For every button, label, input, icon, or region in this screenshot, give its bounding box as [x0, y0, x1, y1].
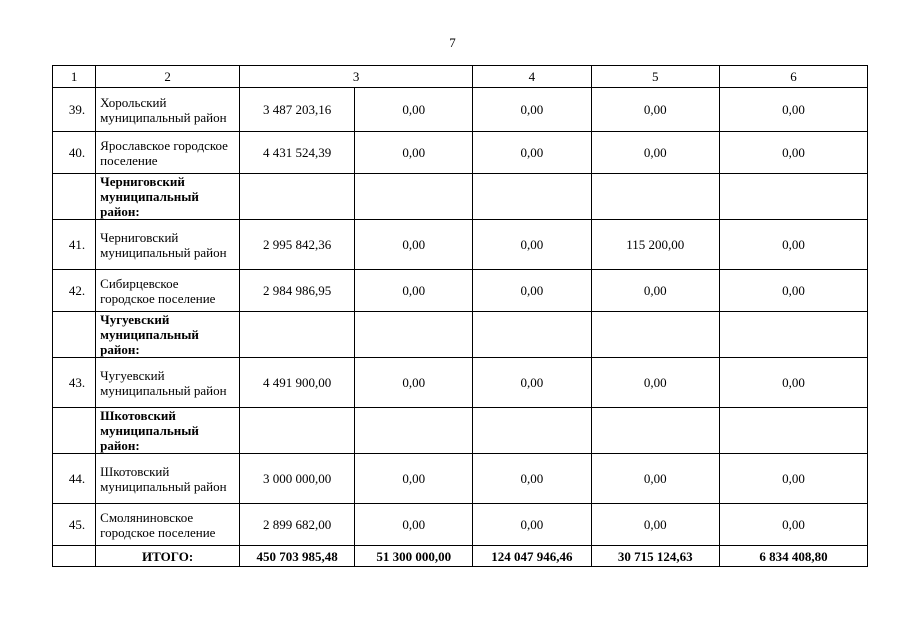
- value-cell-6: 0,00: [719, 454, 867, 504]
- value-cell-6: 0,00: [719, 132, 867, 174]
- section-name-cell: Черниговский муниципальный район:: [96, 174, 240, 220]
- value-cell-4: 0,00: [473, 270, 591, 312]
- row-number-cell: [53, 312, 96, 358]
- value-cell-6: 0,00: [719, 270, 867, 312]
- section-row: [53, 174, 868, 220]
- value-cell-4: 0,00: [473, 132, 591, 174]
- header-cell-5: 5: [591, 66, 719, 88]
- total-value-5: 30 715 124,63: [591, 546, 719, 567]
- value-cell-3b: 0,00: [355, 358, 473, 408]
- value-cell-3a: 4 491 900,00: [240, 358, 355, 408]
- municipality-name-cell: Хорольский муниципальный район: [96, 88, 240, 132]
- table-row: [53, 220, 868, 270]
- value-cell-4: 0,00: [473, 454, 591, 504]
- municipality-name-cell: Ярославское городское поселение: [96, 132, 240, 174]
- municipality-name-cell: Черниговский муниципальный район: [96, 220, 240, 270]
- value-cell-5: 0,00: [591, 88, 719, 132]
- empty-cell: [473, 174, 591, 220]
- header-cell-6: 6: [719, 66, 867, 88]
- value-cell-5: 0,00: [591, 454, 719, 504]
- table-row: [53, 454, 868, 504]
- total-value-3a: 450 703 985,48: [240, 546, 355, 567]
- value-cell-5: 0,00: [591, 358, 719, 408]
- value-cell-6: 0,00: [719, 88, 867, 132]
- header-cell-4: 4: [473, 66, 591, 88]
- empty-cell: [591, 174, 719, 220]
- row-number-cell: 42.: [53, 270, 96, 312]
- total-row: [53, 546, 868, 567]
- value-cell-3a: 2 984 986,95: [240, 270, 355, 312]
- municipality-name-cell: Сибирцевское городское поселение: [96, 270, 240, 312]
- empty-cell: [719, 174, 867, 220]
- value-cell-3a: 3 000 000,00: [240, 454, 355, 504]
- header-row: [53, 66, 868, 88]
- empty-cell: [240, 408, 355, 454]
- empty-cell: [473, 312, 591, 358]
- empty-cell: [355, 174, 473, 220]
- empty-cell: [240, 174, 355, 220]
- value-cell-3b: 0,00: [355, 220, 473, 270]
- section-name-cell: Чугуевский муниципальный район:: [96, 312, 240, 358]
- empty-cell: [473, 408, 591, 454]
- table-row: [53, 270, 868, 312]
- value-cell-5: 115 200,00: [591, 220, 719, 270]
- value-cell-4: 0,00: [473, 220, 591, 270]
- value-cell-3b: 0,00: [355, 88, 473, 132]
- total-label-cell: ИТОГО:: [96, 546, 240, 567]
- row-number-cell: [53, 408, 96, 454]
- row-number-cell: 40.: [53, 132, 96, 174]
- empty-cell: [355, 408, 473, 454]
- value-cell-5: 0,00: [591, 270, 719, 312]
- row-number-cell: 44.: [53, 454, 96, 504]
- table-row: [53, 358, 868, 408]
- row-number-cell: 45.: [53, 504, 96, 546]
- table-row: [53, 504, 868, 546]
- value-cell-6: 0,00: [719, 358, 867, 408]
- table-row: [53, 88, 868, 132]
- row-number-cell: [53, 174, 96, 220]
- municipality-name-cell: Шкотовский муниципальный район: [96, 454, 240, 504]
- budget-table: [52, 65, 868, 567]
- empty-cell: [240, 312, 355, 358]
- municipality-name-cell: Чугуевский муниципальный район: [96, 358, 240, 408]
- section-name-cell: Шкотовский муниципальный район:: [96, 408, 240, 454]
- row-number-cell: 41.: [53, 220, 96, 270]
- table-body: [53, 66, 868, 567]
- value-cell-3a: 4 431 524,39: [240, 132, 355, 174]
- value-cell-4: 0,00: [473, 504, 591, 546]
- value-cell-5: 0,00: [591, 504, 719, 546]
- value-cell-3b: 0,00: [355, 454, 473, 504]
- value-cell-3a: 3 487 203,16: [240, 88, 355, 132]
- section-row: [53, 312, 868, 358]
- empty-cell: [591, 312, 719, 358]
- value-cell-3b: 0,00: [355, 132, 473, 174]
- municipality-name-cell: Смоляниновское городское поселение: [96, 504, 240, 546]
- empty-cell: [719, 408, 867, 454]
- value-cell-4: 0,00: [473, 88, 591, 132]
- header-cell-3: 3: [240, 66, 473, 88]
- value-cell-6: 0,00: [719, 220, 867, 270]
- total-value-3b: 51 300 000,00: [355, 546, 473, 567]
- empty-cell: [355, 312, 473, 358]
- total-value-4: 124 047 946,46: [473, 546, 591, 567]
- value-cell-6: 0,00: [719, 504, 867, 546]
- value-cell-5: 0,00: [591, 132, 719, 174]
- value-cell-3a: 2 995 842,36: [240, 220, 355, 270]
- value-cell-3b: 0,00: [355, 504, 473, 546]
- empty-cell: [591, 408, 719, 454]
- empty-cell: [719, 312, 867, 358]
- table-row: [53, 132, 868, 174]
- value-cell-4: 0,00: [473, 358, 591, 408]
- row-number-cell: 39.: [53, 88, 96, 132]
- value-cell-3a: 2 899 682,00: [240, 504, 355, 546]
- header-cell-2: 2: [96, 66, 240, 88]
- value-cell-3b: 0,00: [355, 270, 473, 312]
- empty-cell: [53, 546, 96, 567]
- header-cell-1: 1: [53, 66, 96, 88]
- section-row: [53, 408, 868, 454]
- page-number: 7: [449, 35, 456, 50]
- row-number-cell: 43.: [53, 358, 96, 408]
- total-value-6: 6 834 408,80: [719, 546, 867, 567]
